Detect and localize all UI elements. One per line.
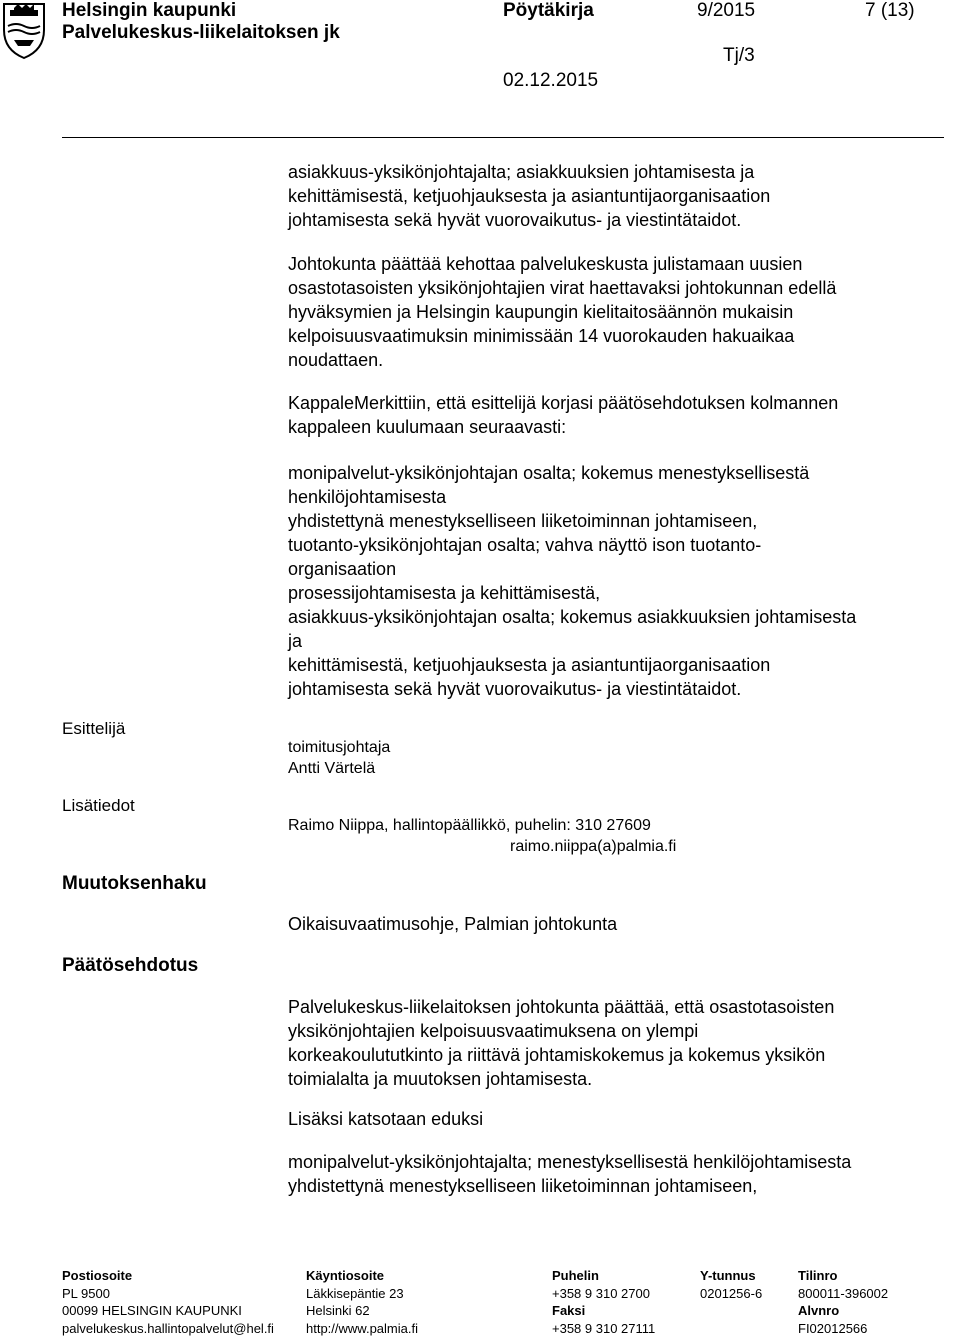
proposal-label: Päätösehdotus	[62, 955, 199, 976]
meeting-date: 02.12.2015	[503, 70, 599, 91]
contact-person: Raimo Niippa, hallintopäällikkö, puhelin: 310 27609	[288, 817, 651, 834]
document-number: 9/2015	[697, 0, 756, 21]
info-label: Lisätiedot	[62, 796, 135, 815]
header-divider	[62, 137, 944, 138]
contact-email: raimo.niippa(a)palmia.fi	[510, 838, 677, 855]
paragraph-decision: Johtokunta päättää kehottaa palvelukeskusta julistamaan uusien osastotasoisten yksikönjohtajien virat haettavaksi johtokunnan edellä hyväksymien ja Helsingin kaupungin kielitaitosäännön mukaisin kelpoisuusvaatimuksin minimissään 14 vuorokauden hakuaikaa noudattaen.	[288, 254, 837, 370]
merits-text: monipalvelut-yksikönjohtajalta; menestyksellisestä henkilöjohtamisesta yhdistettynä menestykselliseen liiketoiminnan johtamiseen,	[288, 1152, 852, 1196]
appeal-label: Muutoksenhaku	[62, 873, 207, 894]
footer-phone: Puhelin +358 9 310 2700 Faksi +358 9 310 27111	[552, 1268, 656, 1336]
section-code: Tj/3	[723, 45, 755, 66]
footer-account: Tilinro 800011-396002 Alvnro FI02012566	[798, 1268, 889, 1336]
page-number: 7 (13)	[865, 0, 915, 21]
helsinki-crest-logo	[0, 0, 48, 60]
footer-business-id: Y-tunnus 0201256-6	[700, 1268, 763, 1301]
presenter-title: toimitusjohtaja	[288, 739, 391, 756]
proposal-text: Palvelukeskus-liikelaitoksen johtokunta päättää, että osastotasoisten yksikönjohtajien kelpoisuusvaatimuksena on ylempi korkeakoulututkinto ja riittävä johtamiskokemus ja kokemus yksikön toimialalta ja muutoksen johtamisesta.	[288, 997, 835, 1089]
unit-name: Palvelukeskus-liikelaitoksen jk	[62, 22, 340, 43]
presenter-name: Antti Värtelä	[288, 760, 376, 777]
city-name: Helsingin kaupunki	[62, 0, 237, 21]
presenter-label: Esittelijä	[62, 719, 126, 738]
footer-postal-address: Postiosoite PL 9500 00099 HELSINGIN KAUPUNKI palvelukeskus.hallintopalvelut@hel.fi	[62, 1268, 274, 1336]
document-type: Pöytäkirja	[503, 0, 594, 21]
paragraph-criteria-continued: asiakkuus-yksikönjohtajalta; asiakkuuksien johtamisesta ja kehittämisestä, ketjuohjauksesta ja asiantuntijaorganisaation johtamisesta sekä hyvät vuorovaikutus- ja viestintätaidot.	[288, 162, 771, 230]
paragraph-corrected-text: monipalvelut-yksikönjohtajan osalta; kokemus menestyksellisestä henkilöjohtamisesta yhdistettynä menestykselliseen liiketoiminnan johtamiseen, tuotanto-yksikönjohtajan osalta; vahva näyttö ison tuotanto- organisaation prosessijohtamisesta ja kehittämisestä, asiakkuus-yksikönjohtajan osalta; kokemus asiakkuuksien johtamisesta ja kehittämisestä, ketjuohjauksesta ja asiantuntijaorganisaation johtamisesta sekä hyvät vuorovaikutus- ja viestintätaidot.	[288, 463, 857, 699]
appeal-instructions: Oikaisuvaatimusohje, Palmian johtokunta	[288, 914, 618, 934]
footer-visiting-address: Käyntiosoite Läkkisepäntie 23 Helsinki 62 http://www.palmia.fi	[306, 1268, 418, 1336]
additional-merits-heading: Lisäksi katsotaan eduksi	[288, 1109, 484, 1129]
paragraph-correction-note: KappaleMerkittiin, että esittelijä korjasi päätösehdotuksen kolmannen kappaleen kuulumaan seuraavasti:	[288, 393, 839, 437]
